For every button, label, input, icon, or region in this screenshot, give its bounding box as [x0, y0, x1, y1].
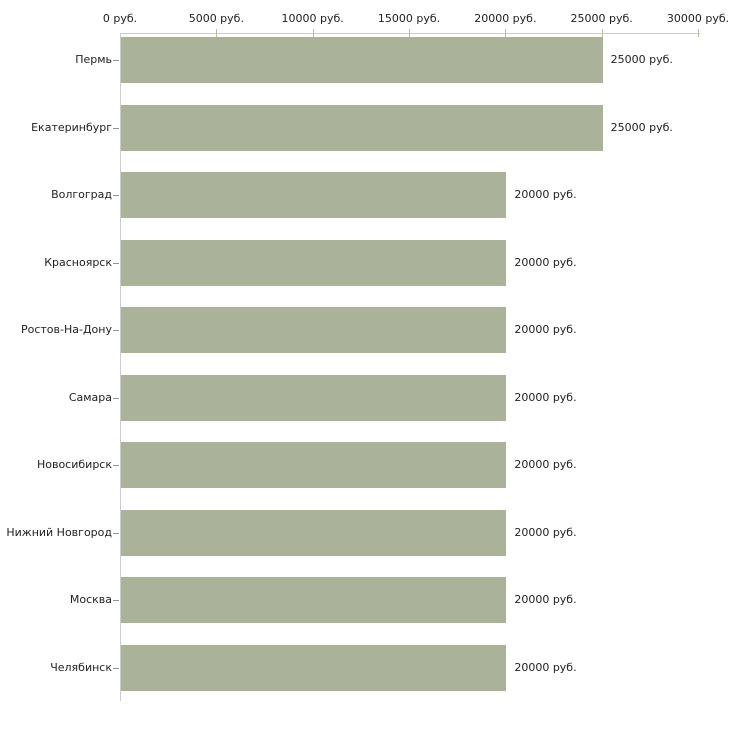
- bar-value-label: 20000 руб.: [514, 660, 577, 674]
- bar: [121, 105, 603, 151]
- category-label: Самара: [68, 390, 112, 404]
- bar-value-label: 20000 руб.: [514, 390, 577, 404]
- bar: [121, 577, 506, 623]
- category-label: Екатеринбург: [31, 120, 112, 134]
- x-axis-tick-label: 15000 руб.: [377, 12, 441, 25]
- bar: [121, 37, 603, 83]
- bar: [121, 307, 506, 353]
- y-axis-tick-mark: [113, 263, 119, 264]
- bar-value-label: 25000 руб.: [610, 53, 673, 66]
- y-axis-tick-mark: [113, 465, 119, 466]
- x-axis-tick-label: 30000 руб.: [666, 12, 730, 25]
- category-label: Москва: [69, 593, 112, 606]
- bar-value-label: 20000 руб.: [514, 593, 577, 606]
- x-axis-tick-mark: [313, 29, 314, 37]
- y-axis-tick-mark: [113, 668, 119, 669]
- category-label: Ростов-На-Дону: [20, 323, 112, 336]
- y-axis-tick-mark: [113, 398, 119, 399]
- y-axis-tick-mark: [113, 533, 119, 534]
- bar: [121, 240, 506, 286]
- bar-value-label: 20000 руб.: [514, 188, 577, 201]
- bar-value-label: 25000 руб.: [610, 120, 673, 134]
- category-label: Нижний Новгород: [6, 525, 112, 539]
- bar-value-label: 20000 руб.: [514, 458, 577, 471]
- y-axis-tick-mark: [113, 330, 119, 331]
- x-axis-tick-mark: [602, 29, 603, 37]
- category-label: Челябинск: [50, 660, 112, 674]
- x-axis-tick-label: 10000 руб.: [281, 12, 344, 25]
- x-axis-tick-label: 20000 руб.: [474, 12, 537, 25]
- x-axis-tick-label: 0 руб.: [102, 12, 138, 25]
- y-axis-tick-mark: [113, 128, 119, 129]
- bar: [121, 442, 506, 488]
- category-label: Пермь: [75, 53, 112, 66]
- x-axis-tick-label: 5000 руб.: [188, 12, 244, 25]
- x-axis-tick-mark: [698, 29, 699, 37]
- y-axis-tick-mark: [113, 600, 119, 601]
- bar: [121, 645, 506, 691]
- category-label: Волгоград: [51, 188, 112, 201]
- x-axis-line: [120, 33, 700, 34]
- bar-value-label: 20000 руб.: [514, 525, 577, 539]
- bar-value-label: 20000 руб.: [514, 255, 577, 269]
- y-axis-tick-mark: [113, 60, 119, 61]
- x-axis-tick-mark: [409, 29, 410, 37]
- bar: [121, 510, 506, 556]
- x-axis-tick-mark: [505, 29, 506, 37]
- bar: [121, 172, 506, 218]
- bar: [121, 375, 506, 421]
- x-axis-tick-mark: [216, 29, 217, 37]
- y-axis-tick-mark: [113, 195, 119, 196]
- bar-value-label: 20000 руб.: [514, 323, 577, 336]
- x-axis-tick-label: 25000 руб.: [570, 12, 633, 25]
- category-label: Новосибирск: [36, 458, 112, 471]
- category-label: Красноярск: [44, 255, 112, 269]
